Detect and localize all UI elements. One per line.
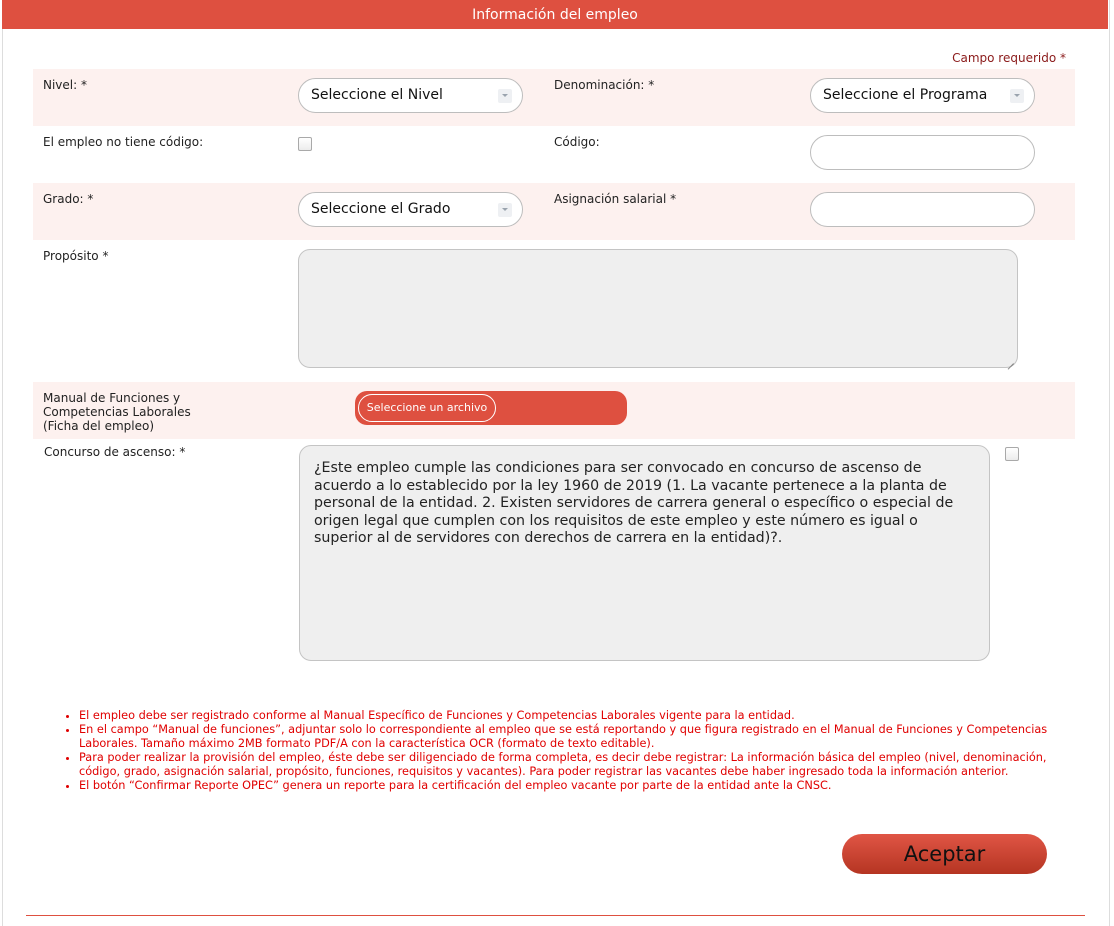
required-note: Campo requerido * <box>952 51 1066 65</box>
manual-label <box>43 391 191 433</box>
select-file-button[interactable]: Seleccione un archivo <box>358 394 496 422</box>
row-nivel <box>33 69 1075 126</box>
note-item: • El botón “Confirmar Reporte OPEC” genera un reporte para la certificación del empleo vacante por parte de la entidad ante la CNSC. <box>79 779 1072 793</box>
row-manual <box>33 382 1075 439</box>
notes-list <box>62 709 1072 793</box>
denominacion-select-value: Seleccione el Programa <box>823 87 988 103</box>
note-item: • Para poder realizar la provisión del empleo, éste debe ser diligenciado de forma completa, es decir debe registrar: La información básica del empleo (nivel, denominación, código, grado, asignación salarial, propósito, funciones, requisitos y vacantes). Para poder registrar las vacantes debe haber ingresado toda la información anterior. <box>79 751 1072 779</box>
nivel-label: Nivel: * <box>43 78 87 92</box>
note-item: • En el campo “Manual de funciones”, adjuntar solo lo correspondiente al empleo que se está reportando y que figura registrado en el Manual de Funciones y Competencias Laborales. Tamaño máximo 2MB formato PDF/A con la característica OCR (formato de texto editable). <box>79 723 1072 751</box>
accept-button[interactable]: Aceptar <box>842 834 1047 874</box>
nivel-select[interactable] <box>298 78 523 113</box>
no-codigo-checkbox[interactable] <box>298 137 312 151</box>
no-codigo-label: El empleo no tiene código: <box>43 135 204 149</box>
nivel-select-value: Seleccione el Nivel <box>311 87 443 103</box>
grado-select[interactable] <box>298 192 523 227</box>
grado-select-value: Seleccione el Grado <box>311 201 451 217</box>
proposito-textarea[interactable] <box>298 249 1018 368</box>
grado-label: Grado: * <box>43 192 94 206</box>
row-grado <box>33 183 1075 240</box>
denominacion-select[interactable] <box>810 78 1035 113</box>
chevron-down-icon <box>498 203 512 217</box>
manual-label-line3: (Ficha del empleo) <box>43 419 154 433</box>
concurso-label: Concurso de ascenso: * <box>44 445 186 459</box>
proposito-label: Propósito * <box>43 249 109 263</box>
bottom-divider <box>26 915 1085 916</box>
concurso-checkbox[interactable] <box>1005 447 1019 461</box>
denominacion-label: Denominación: * <box>554 78 655 92</box>
codigo-input[interactable] <box>810 135 1035 170</box>
codigo-label: Código: <box>554 135 600 149</box>
asignacion-input[interactable] <box>810 192 1035 227</box>
asignacion-label: Asignación salarial * <box>554 192 677 206</box>
concurso-textarea[interactable] <box>299 445 990 661</box>
manual-label-line1: Manual de Funciones y <box>43 391 181 405</box>
resize-handle-icon[interactable] <box>1006 356 1015 365</box>
manual-label-line2: Competencias Laborales <box>43 405 191 419</box>
section-header: Información del empleo <box>2 0 1108 29</box>
concurso-text: ¿Este empleo cumple las condiciones para ser convocado en concurso de ascenso de acuerdo a lo establecido por la ley 1960 de 2019 (1. La vacante pertenece a la planta de personal de la entidad. 2. Existen servidores de carrera general o específico o especial de origen legal que cumplen con los requisitos de este empleo y este número es igual o superior al de servidores con derechos de carrera en la entidad)?. <box>314 460 954 546</box>
file-upload[interactable] <box>355 391 627 425</box>
chevron-down-icon <box>498 89 512 103</box>
row-codigo <box>33 126 1075 183</box>
chevron-down-icon <box>1010 89 1024 103</box>
note-item: • El empleo debe ser registrado conforme al Manual Específico de Funciones y Competencias Laborales vigente para la entidad. <box>79 709 1072 723</box>
